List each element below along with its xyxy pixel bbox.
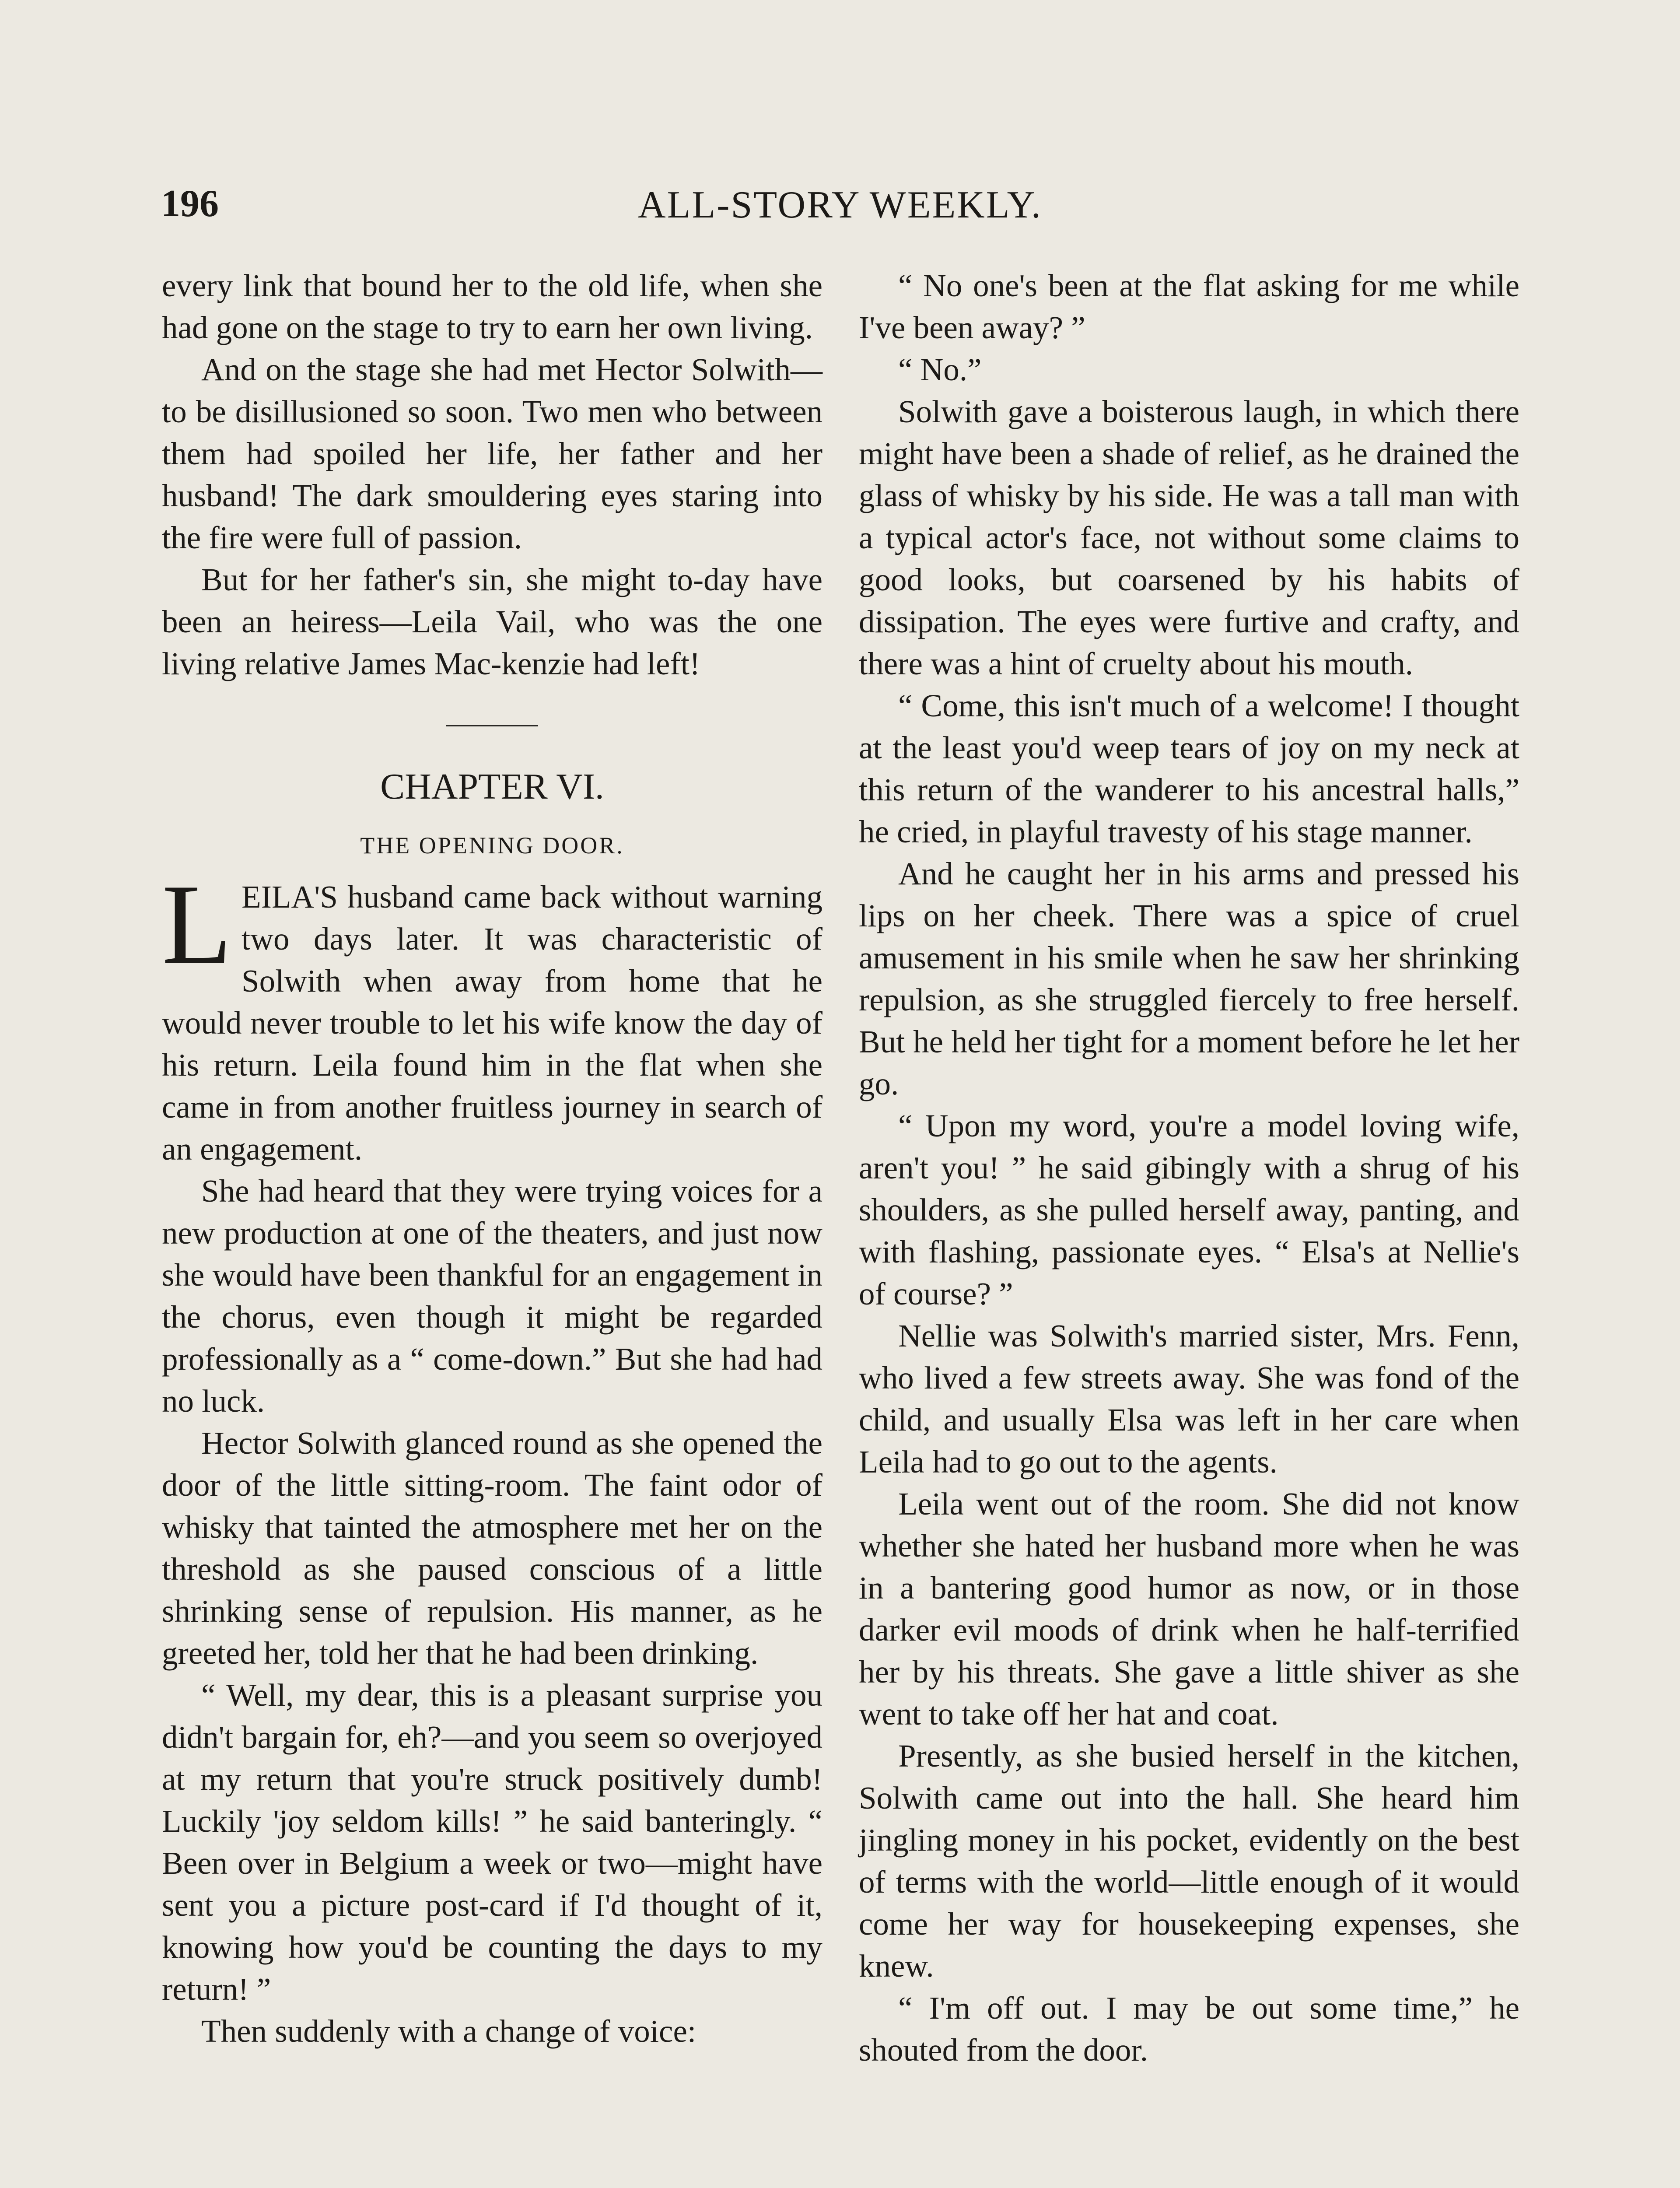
paragraph: Nellie was Solwith's married sister, Mrs. Fenn, who lived a few streets away. She was fond of the child, and usually Elsa was left in her care when Leila had to go out to the agents. bbox=[859, 1318, 1519, 1480]
paragraph: Then suddenly with a change of voice: bbox=[201, 2013, 696, 2049]
paragraph: every link that bound her to the old life, when she had gone on the stage to try to earn her own living. bbox=[162, 268, 822, 345]
paragraph: “ No.” bbox=[898, 352, 982, 387]
paragraph: But for her father's sin, she might to-day have been an heiress—Leila Vail, who was the one living relative James Mac-kenzie had left! bbox=[162, 562, 822, 681]
running-head: ALL-STORY WEEKLY. bbox=[638, 184, 1042, 226]
paragraph: Presently, as she busied herself in the kitchen, Solwith came out into the hall. She heard him jingling money in his pocket, evidently on the best of terms with the world—little enough of it would come her way for housekeeping expenses, she knew. bbox=[859, 1738, 1519, 1984]
paragraph: She had heard that they were trying voices for a new production at one of the theaters, and just now she would have been thankful for an engagement in the chorus, even though it might be regarded professionally as a “ come-down.” But she had had no luck. bbox=[162, 1173, 822, 1419]
paragraph: “ No one's been at the flat asking for me while I've been away? ” bbox=[859, 268, 1519, 345]
paragraph: Solwith gave a boisterous laugh, in which there might have been a shade of relief, as he drained the glass of whisky by his side. He was a tall man with a typical actor's face, not without some claims to good looks, but coarsened by his habits of dissipation. The eyes were furtive and crafty, and there was a hint of cruelty about his mouth. bbox=[859, 394, 1519, 681]
chapter-title: CHAPTER VI. bbox=[380, 766, 604, 807]
chapter-subtitle: THE OPENING DOOR. bbox=[360, 832, 624, 859]
paragraph: “ I'm off out. I may be out some time,” he shouted from the door. bbox=[859, 1990, 1519, 2068]
drop-cap: L bbox=[162, 861, 232, 988]
paragraph: And on the stage she had met Hector Solwith—to be disillusioned so soon. Two men who between them had spoiled her life, her father and her husband! The dark smouldering eyes staring into the fire were full of passion. bbox=[162, 352, 822, 555]
right-column bbox=[859, 265, 1519, 2071]
paragraph-text: EILA'S husband came back without warning two days later. It was characteristic of Solwith when away from home that he would never trouble to let his wife know the day of his return. Leila found him in the flat when she came in from another fruitless journey in search of an engagement. bbox=[162, 879, 822, 1167]
paragraph: “ Come, this isn't much of a welcome! I thought at the least you'd weep tears of joy on my neck at this return of the wanderer to his ancestral halls,” he cried, in playful travesty of his stage manner. bbox=[859, 688, 1519, 849]
paragraph: “ Upon my word, you're a model loving wife, aren't you! ” he said gibingly with a shrug of his shoulders, as she pulled herself away, panting, and with flashing, passionate eyes. “ Elsa's at Nellie's of course? ” bbox=[859, 1108, 1519, 1311]
paragraph: Leila went out of the room. She did not know whether she hated her husband more when he was in a bantering good humor as now, or in those darker evil moods of drink when he half-terrified her by his threats. She gave a little shiver as she went to take off her hat and coat. bbox=[859, 1486, 1519, 1732]
paragraph-with-drop-cap bbox=[162, 861, 822, 1170]
paragraph: “ Well, my dear, this is a pleasant surprise you didn't bargain for, eh?—and you seem so overjoyed at my return that you're struck positively dumb! Luckily 'joy seldom kills! ” he said banteringly. “ Been over in Belgium a week or two—might have sent you a picture post-card if I'd thought of it, knowing how you'd be counting the days to my return! ” bbox=[162, 1677, 822, 2007]
section-divider bbox=[446, 725, 538, 726]
page-number: 196 bbox=[161, 182, 219, 225]
paragraph: Hector Solwith glanced round as she opened the door of the little sitting-room. The faint odor of whisky that tainted the atmosphere met her on the threshold as she paused conscious of a little shrinking sense of repulsion. His manner, as he greeted her, told her that he had been drinking. bbox=[162, 1425, 822, 1671]
left-column bbox=[162, 265, 822, 2052]
paragraph: And he caught her in his arms and pressed his lips on her cheek. There was a spice of cruel amusement in his smile when he saw her shrinking repulsion, as she struggled fiercely to free herself. But he held her tight for a moment before he let her go. bbox=[859, 856, 1519, 1101]
